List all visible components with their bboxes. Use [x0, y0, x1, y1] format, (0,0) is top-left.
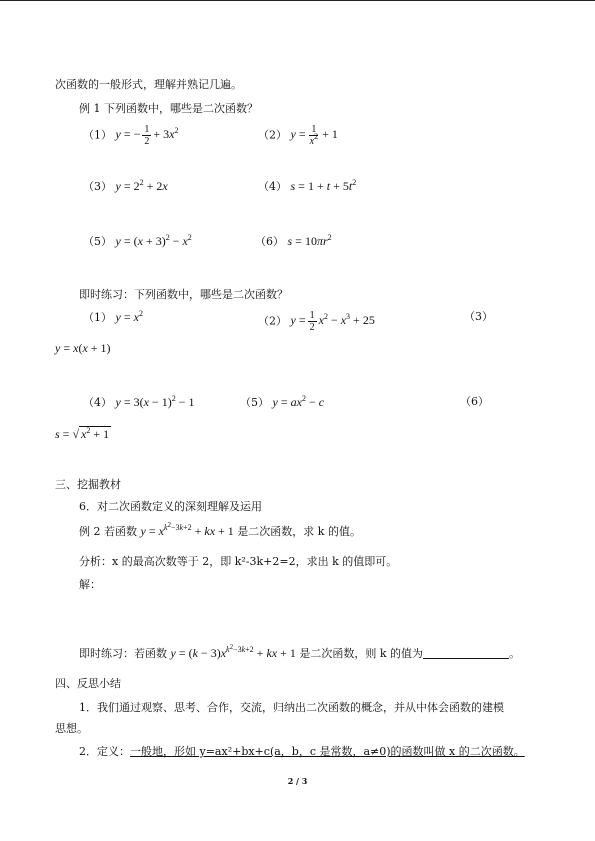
intro-line: 次函数的一般形式，理解并熟记几遍。 — [55, 78, 242, 91]
ex1-item-2 — [258, 124, 338, 147]
ex1-label-5: （5） — [83, 235, 112, 248]
practice1-label-5: （5） — [240, 396, 269, 409]
ex1-label-3: （3） — [83, 180, 112, 193]
practice2-post: 是二次函数，则 k 的值为 — [299, 647, 424, 660]
example2-post: 是二次函数，求 k 的值。 — [237, 525, 361, 538]
section4-item2 — [79, 745, 525, 759]
practice2-line — [79, 643, 521, 661]
ex1-formula-4: $s = 1 + t + 5t^2$ — [290, 178, 357, 193]
practice1-formula-5: $y = ax^2 - c$ — [272, 394, 325, 409]
practice1-formula-3: y = x(x + 1) — [55, 341, 111, 355]
example2-analysis: 分析：x 的最高次数等于 2，即 k²-3k+2=2，求出 k 的值即可。 — [79, 555, 398, 568]
ex1-label-2: （2） — [258, 128, 287, 142]
practice1-label-3: （3） — [464, 310, 493, 323]
practice1-formula-1: $y = x^2$ — [115, 309, 143, 324]
ex1-formula-2: y = $\frac{1}{x^2}$ + 1 — [290, 124, 338, 147]
answer-blank[interactable] — [423, 648, 509, 659]
practice1-item-2 — [258, 310, 375, 333]
practice1-item-1 — [83, 310, 143, 325]
practice1-formula-2: y = $\frac{1}{2}$ $x^2 - x^3 + 25$ — [290, 310, 375, 333]
section4-heading: 四、反思小结 — [55, 677, 121, 690]
section3-heading: 三、挖掘教材 — [55, 478, 121, 491]
example2-pre: 例 2 若函数 — [79, 525, 137, 538]
definition-text: 一般地，形如 y=ax²+bx+c(a，b，c 是常数，a≠0)的函数叫做 x 的二次函数。 — [130, 745, 525, 758]
ex1-item-1 — [83, 124, 178, 147]
practice1-item-4 — [83, 395, 194, 410]
practice1-prompt: 即时练习：下列函数中，哪些是二次函数？ — [79, 288, 288, 301]
ex1-label-1: （1） — [83, 128, 112, 142]
practice1-label-1: （1） — [83, 311, 112, 324]
ex1-formula-5: $y = (x + 3)^2 - x^2$ — [115, 233, 192, 248]
section3-item6: 6．对二次函数定义的深刻理解及运用 — [79, 500, 262, 513]
ex1-item-6 — [255, 234, 332, 249]
page-number: 2 / 3 — [287, 776, 308, 786]
ex1-item-5 — [83, 234, 192, 249]
ex1-formula-1: y = − $\frac{1}{2}$ + $3x^2$ — [115, 124, 179, 147]
ex1-label-4: （4） — [258, 180, 287, 193]
example2-line — [79, 521, 361, 539]
practice2-end: 。 — [509, 647, 521, 660]
section4-item2-label: 2．定义： — [79, 745, 130, 758]
example2-formula: $y = x^{k^2-3k+2}$ + kx + 1 — [140, 521, 234, 538]
ex1-prompt: 例 1 下列函数中，哪些是二次函数？ — [79, 102, 258, 115]
ex1-formula-3: $y = 2^2 + 2x$ — [115, 178, 168, 193]
ex1-item-4 — [258, 179, 356, 194]
ex1-label-6: （6） — [255, 235, 284, 248]
section4-item1-line1: 1．我们通过观察、思考、合作，交流，归纳出二次函数的概念，并从中体会函数的建模 — [79, 701, 504, 714]
practice1-formula-6: s = √ $x^2 + 1$ — [55, 426, 110, 441]
practice1-label-4: （4） — [83, 396, 112, 409]
practice1-label-6: （6） — [460, 395, 489, 408]
practice2-formula: $y = (k - 3)x^{k^2-3k+2}$ + kx + 1 — [170, 643, 296, 660]
practice1-item-5 — [240, 395, 324, 410]
practice2-pre: 即时练习：若函数 — [79, 647, 167, 660]
header-rule — [0, 0, 595, 1]
section4-item1-line2: 思想。 — [55, 722, 88, 735]
ex1-formula-6: $s = 10\pi r^2$ — [287, 233, 332, 248]
example2-solution-label: 解： — [79, 578, 101, 591]
ex1-item-3 — [83, 179, 168, 194]
practice1-formula-4: $y = 3(x - 1)^2 - 1$ — [115, 394, 195, 409]
practice1-label-2: （2） — [258, 314, 287, 328]
